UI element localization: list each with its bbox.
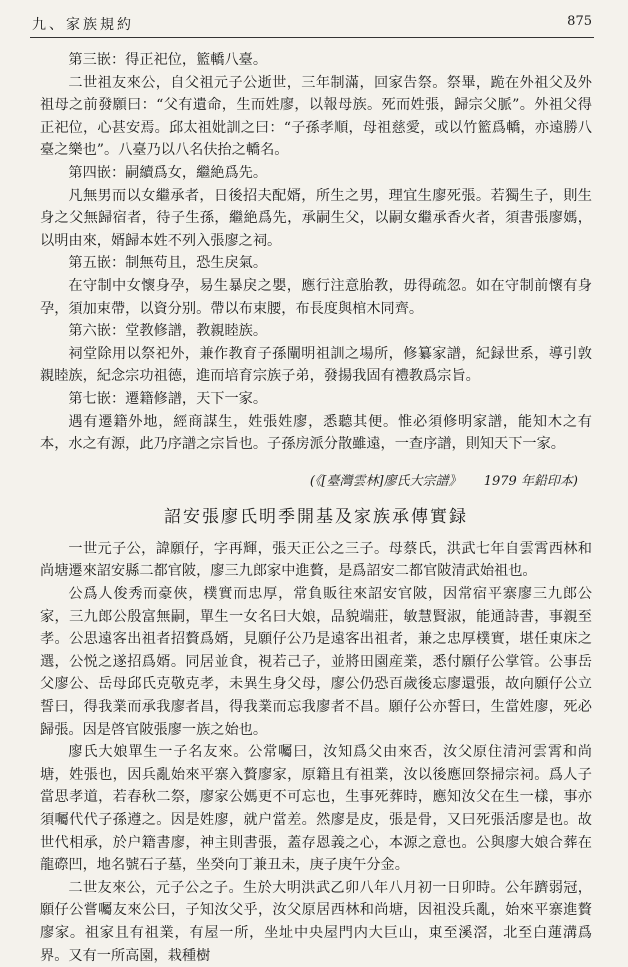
source-citation: [40, 471, 578, 494]
rule-heading: 第五嵌：制無苟且，恐生戾氣。: [68, 255, 268, 272]
paragraph: 二世祖友來公，自父祖元子公逝世，三年制滿，回家告祭。祭畢，跪在外祖父及外祖母之前發願曰：“父有遺命，生而姓廖，以報母族。死而姓張，歸宗父脈”。外祖父得正祀位，心甚安焉。邱太祖妣訓之曰：“子孫孝順，母祖慈愛，或以竹籃爲轎，亦遠勝八臺之樂也”。八臺乃以八名伕抬之轎名。: [40, 74, 592, 159]
paragraph: 公爲人俊秀而豪俠，樸實而忠厚，常負販往來詔安官陂，因常宿平寨廖三九郎公家，三九郎公殷富無嗣，單生一女名曰大娘，品貌端莊，敏慧賢淑，能通詩書，事親至孝。公思遠客出祖者招贅爲婿，見願仔公乃是遠客出祖者，兼之忠厚樸實，堪任東床之選，公悦之遂招爲婿。同居並食，視若己子，並將田園産業，悉付願仔公掌管。公事岳父廖公、岳母邱氏克敬克孝，未異生身父母，廖公仍恐百歲後忘廖還張，故向願仔公立誓曰，得我業而承我廖者昌，得我業而忘我廖者不昌。願仔公亦誓曰，生當姓廖，死必歸張。因是啓官陂張廖一族之始也。: [40, 586, 592, 738]
paragraph: 二世友來公，元子公之子。生於大明洪武乙卯八年八月初一日卯時。公年躋弱冠，願仔公嘗囑友來公曰，子知汝父乎，汝父原居西林和尚塘，因祖没兵亂，始來平寨進贅廖家。祖家且有祖業，有屋一所，坐址中央屋門内大巨山，東至溪滘，北至白蓮溝爲界。又有一所高園，栽種樹: [40, 879, 592, 964]
header-rule: [30, 37, 594, 38]
page-body: [40, 49, 592, 967]
paragraph: 凡無男而以女繼承者，日後招夫配婿，所生之男，理宜生廖死張。若獨生子，則生身之父無歸宿者，待子生孫，繼絶爲先，承嗣生父，以嗣女繼承香火者，須書張廖媽，以明由來，婿歸本姓不列入張廖之祠。: [40, 187, 592, 249]
page-header: [32, 14, 592, 38]
paragraph: 廖氏大娘單生一子名友來。公常囑曰，汝知爲父由來否，汝父原住清河雲霄和尚塘，姓張也，因兵亂始來平寨入贅廖家，原籍且有祖業，汝以後應回祭掃宗祠。爲人子當思孝道，若春秋二祭，廖家公媽更不可忘也，生事死葬時，應知汝父在生一樣，事亦須囑代代子孫遵之。因是姓廖，就户當差。然廖是皮，張是骨，又曰死張活廖是也。故世代相承，於户籍書廖，神主則書張，蓋存恩義之心，本源之意也。公與廖大娘合葬在龍磜凹，地名號石子墓，坐癸向丁兼丑未，庚子庚午分金。: [40, 744, 592, 874]
rule-heading: 第六嵌：堂教修譜，教親睦族。: [68, 323, 268, 340]
rule-heading: 第七嵌：遷籍修譜，天下一家。: [68, 390, 268, 407]
article-rules-section: [40, 49, 592, 456]
source-year: 1979 年鉛印本): [483, 473, 578, 489]
paragraph: 祠堂除用以祭祀外，兼作教育子孫闡明祖訓之場所，修纂家譜，紀録世系，導引敦親睦族，紀念宗功祖德，進而培育宗族子弟，發揚我固有禮教爲宗旨。: [40, 345, 592, 385]
page-number: 875: [567, 14, 592, 29]
paragraph: 在守制中女懷身孕，易生暴戾之嬰，應行注意胎教，毋得疏忽。如在守制前懷有身孕，須加束帶，以資分别。帶以布束腰，布長度與棺木同齊。: [40, 277, 592, 317]
paragraph: 遇有遷籍外地，經商謀生，姓張姓廖，悉聽其便。惟必須修明家譜，能知木之有本，水之有源，此乃序譜之宗旨也。子孫房派分散雖遠，一查序譜，則知天下一家。: [40, 413, 592, 453]
source-title: (《[臺灣雲林]廖氏大宗譜》: [309, 473, 462, 489]
chapter-title: 九、家族規約: [32, 17, 134, 33]
rule-heading: 第四嵌：嗣續爲女，繼絶爲先。: [68, 164, 268, 181]
rule-heading: 第三嵌：得正祀位，籃轎八臺。: [68, 52, 268, 68]
paragraph: 一世元子公，諱願仔，字再輝，張天正公之三子。母蔡氏，洪武七年自雲霄西林和尚塘遷來詔安縣二都官陂，廖三九郎家中進贅，是爲詔安二都官陂清武始祖也。: [40, 540, 592, 580]
lineage-record-section: [40, 538, 592, 967]
section-title: 詔安張廖氏明季開基及家族承傳實録: [164, 507, 468, 528]
